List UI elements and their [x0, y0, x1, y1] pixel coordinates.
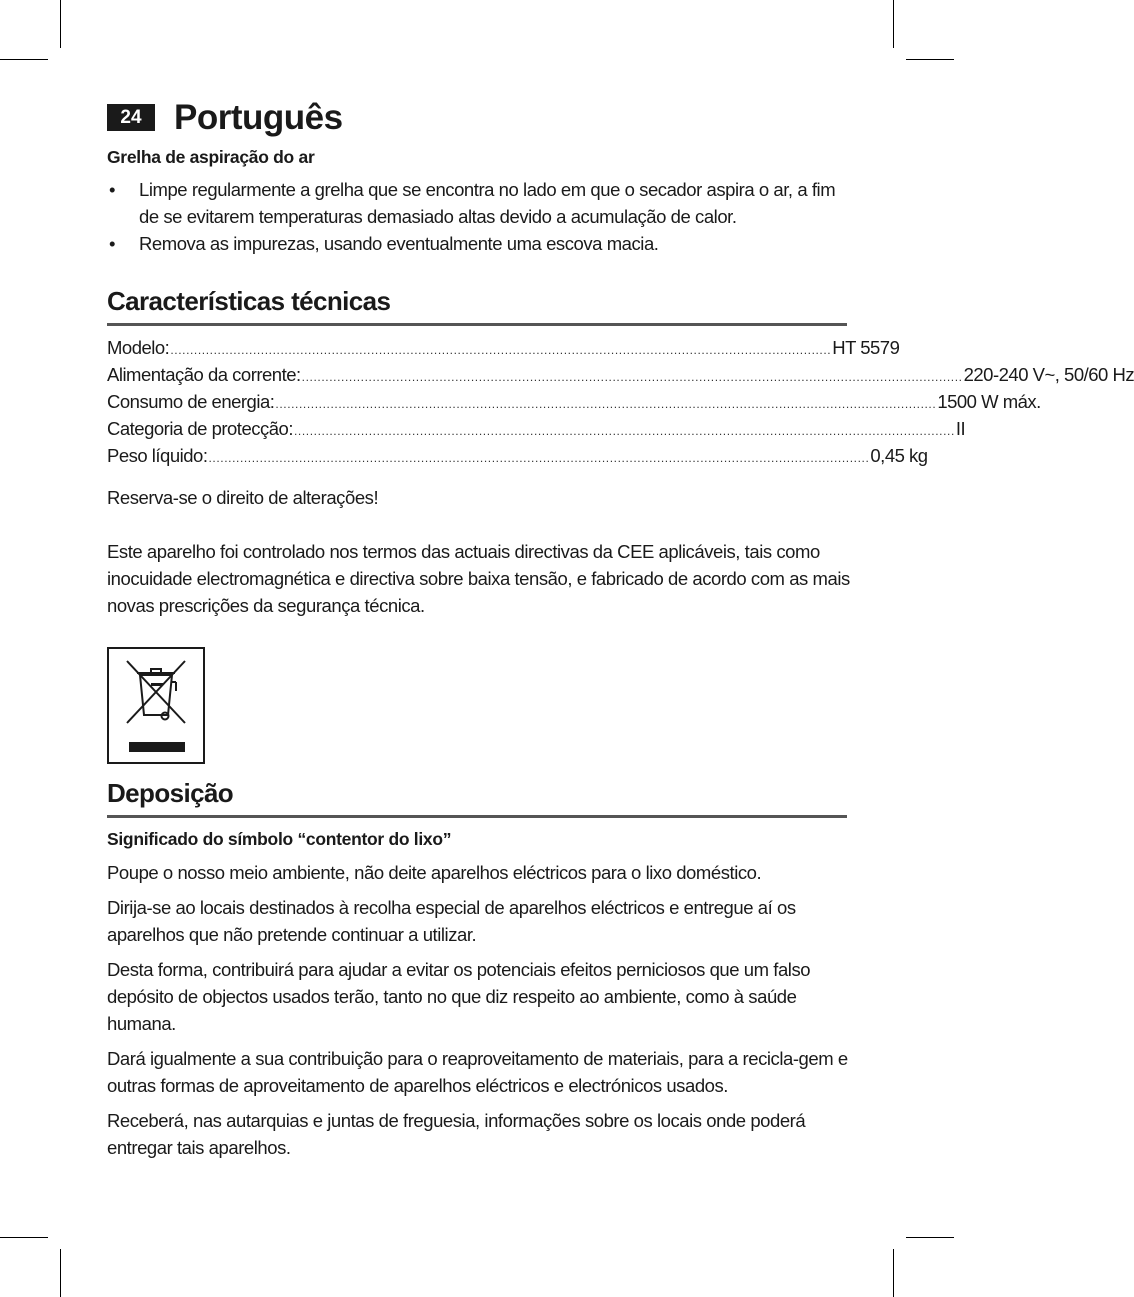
bullet-text: Limpe regularmente a grelha que se encontra no lado em que o secador aspira o ar, a fim de se evitarem temperaturas demasiado altas devido a acumulação de calor.: [139, 179, 836, 227]
crop-mark-bottom-left-v: [60, 1249, 61, 1297]
disposal-paragraph: Dirija-se ao locais destinados à recolha especial de aparelhos eléctricos e entregue aí os aparelhos que não pretende continuar a utilizar.: [107, 897, 796, 945]
disposal-divider: [107, 815, 847, 818]
disposal-paragraph: Receberá, nas autarquias e juntas de freguesia, informações sobre os locais onde poderá entregar tais aparelhos.: [107, 1110, 806, 1158]
specs-heading: Características técnicas: [107, 286, 391, 316]
crop-mark-top-right-v: [893, 0, 894, 48]
dot-leader: ........................................................................................................................................................................: [170, 343, 832, 357]
dot-leader: ........................................................................................................................................................................: [293, 424, 955, 438]
spec-value: II: [955, 418, 966, 439]
spec-label: Alimentação da corrente:: [107, 364, 301, 385]
spec-label: Modelo:: [107, 337, 170, 358]
crop-mark-bottom-left-h: [0, 1237, 48, 1238]
bullet-icon: •: [109, 233, 116, 254]
disposal-paragraph: Dará igualmente a sua contribuição para o reaproveitamento de materiais, para a recicla-gem e outras formas de aproveitamento de aparelhos eléctricos e electrónicos usados.: [107, 1048, 848, 1096]
weee-symbol-box: [107, 647, 205, 764]
air-grille-heading: Grelha de aspiração do ar: [107, 147, 315, 167]
spec-row: [107, 391, 1041, 418]
disposal-paragraph: Poupe o nosso meio ambiente, não deite aparelhos eléctricos para o lixo doméstico.: [107, 862, 762, 883]
crop-mark-top-left-h: [0, 59, 48, 60]
spec-value: 1500 W máx.: [937, 391, 1041, 412]
crossed-out-wheelie-bin-icon: [109, 649, 203, 762]
specs-table: [107, 337, 1134, 472]
bullet-text: Remova as impurezas, usando eventualmente uma escova macia.: [139, 233, 659, 254]
conformity-text: Este aparelho foi controlado nos termos das actuais directivas da CEE aplicáveis, tais como inocuidade electromagnética e directiva sobre baixa tensão, e fabricado de acordo com as mais novas prescrições da segurança técnica.: [107, 541, 850, 616]
crop-mark-bottom-right-h: [906, 1237, 954, 1238]
air-grille-bullet-list: [107, 176, 852, 257]
spec-value: 220-240 V~, 50/60 Hz: [963, 364, 1134, 385]
spec-row: [107, 418, 966, 445]
bullet-icon: •: [109, 179, 116, 200]
specs-divider: [107, 323, 847, 326]
bin-symbol-subheading: Significado do símbolo “contentor do lixo”: [107, 829, 452, 849]
spec-value: 0,45 kg: [870, 445, 928, 466]
dot-leader: ........................................................................................................................................................................: [301, 370, 963, 384]
disposal-paragraph: Desta forma, contribuirá para ajudar a evitar os potenciais efeitos perniciosos que um falso depósito de objectos usados terão, tanto no que diz respeito ao ambiente, como à saúde humana.: [107, 959, 811, 1034]
page-title: Português: [174, 98, 343, 137]
reserve-note: Reserva-se o direito de alterações!: [107, 487, 379, 508]
spec-value: HT 5579: [832, 337, 900, 358]
bullet-item: [107, 176, 852, 230]
spec-row: [107, 364, 1134, 391]
spec-label: Consumo de energia:: [107, 391, 275, 412]
dot-leader: ........................................................................................................................................................................: [208, 451, 870, 465]
page-number: 24: [107, 104, 155, 131]
spec-row: [107, 445, 928, 472]
spec-row: [107, 337, 900, 364]
spec-label: Categoria de protecção:: [107, 418, 293, 439]
bullet-item: [107, 230, 852, 257]
crop-mark-top-right-h: [906, 59, 954, 60]
spec-label: Peso líquido:: [107, 445, 208, 466]
dot-leader: ........................................................................................................................................................................: [275, 397, 937, 411]
disposal-heading: Deposição: [107, 778, 234, 808]
crop-mark-top-left-v: [60, 0, 61, 48]
crop-mark-bottom-right-v: [893, 1249, 894, 1297]
